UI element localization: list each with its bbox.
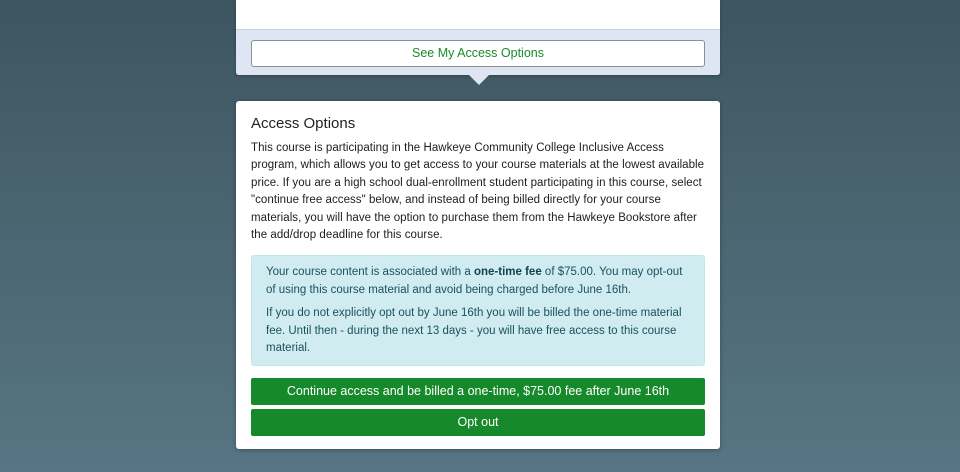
fee-info-text: Your course content is associated with a one-time fee of $75.00. You may opt-out of using this course material and avoid being charged before June 16th. [266,266,683,296]
continue-access-button[interactable]: Continue access and be billed a one-time, $75.00 fee after June 16th [251,378,705,405]
access-options-panel [236,101,720,449]
see-access-options-button[interactable]: See My Access Options [251,40,705,67]
opt-out-button[interactable]: Opt out [251,409,705,436]
fee-emphasis: one-time fee [473,266,542,279]
popover-arrow [469,75,489,85]
access-options-title: Access Options [251,115,356,132]
deadline-info-text: If you do not explicitly opt out by June 16th you will be billed the one-time material fee. Until then - during the next 13 days - you will have free access to this course material. [266,307,682,355]
access-options-description: This course is participating in the Hawkeye Community College Inclusive Access program, which allows you to get access to your course materials at the lowest available price. If you are a high school dual-enrollment student participating in this course, select "continue free access" below, and instead of being billed directly for your course materials, you will have the option to purchase them from the Hawkeye Bookstore after the add/drop deadline for this course. [251,142,705,242]
course-material-card [236,0,720,75]
card-footer [236,29,720,75]
fee-info-alert [251,255,705,366]
